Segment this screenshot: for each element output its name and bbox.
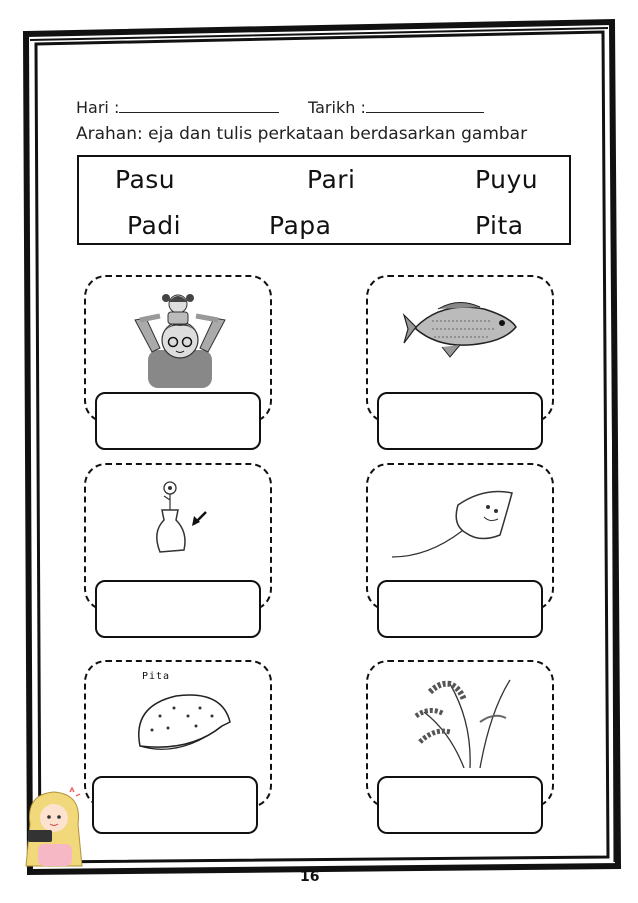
tarikh-label: Tarikh :	[308, 98, 366, 117]
answer-box-pasu[interactable]	[95, 580, 261, 638]
answer-box-pari[interactable]	[377, 580, 543, 638]
word-padi: Padi	[127, 211, 182, 240]
papa-picture	[130, 290, 230, 388]
word-bank	[77, 155, 571, 245]
tarikh-blank[interactable]	[366, 111, 484, 113]
hari-field	[76, 98, 279, 117]
hari-label: Hari :	[76, 98, 120, 117]
arahan-instruction: Arahan: eja dan tulis perkataan berdasarkan gambar	[76, 124, 528, 144]
answer-box-pita[interactable]	[92, 776, 258, 834]
word-pasu: Pasu	[115, 165, 176, 194]
answer-box-puyu[interactable]	[377, 392, 543, 450]
stingray-picture	[388, 485, 524, 565]
hari-blank[interactable]	[119, 111, 279, 113]
answer-box-padi[interactable]	[377, 776, 543, 834]
word-pari: Pari	[307, 165, 356, 194]
girl-mascot-illustration	[22, 784, 86, 870]
word-papa: Papa	[269, 211, 332, 240]
page-number: 16	[300, 869, 320, 885]
tarikh-field	[308, 98, 484, 117]
pita-picture	[130, 686, 238, 764]
fish-picture	[402, 295, 520, 363]
rice-picture	[410, 672, 518, 768]
word-pita: Pita	[475, 211, 524, 240]
pita-caption: Pita	[142, 671, 171, 682]
word-puyu: Puyu	[475, 165, 539, 194]
answer-box-papa[interactable]	[95, 392, 261, 450]
vase-picture	[148, 476, 214, 558]
